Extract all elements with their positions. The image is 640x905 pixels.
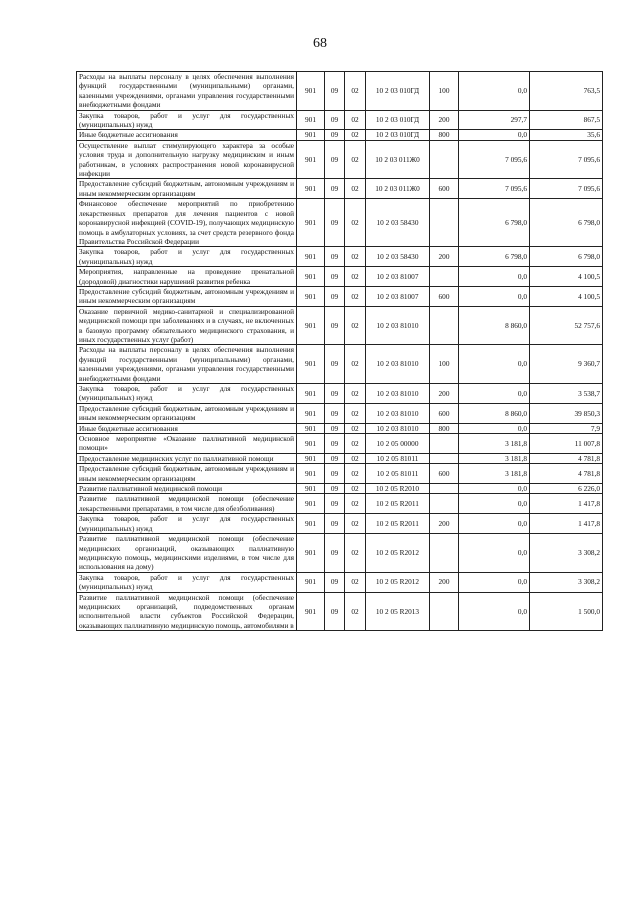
target-article-code: 10 2 05 81011	[366, 464, 430, 484]
ministry-code: 901	[297, 306, 325, 345]
section-code: 09	[325, 247, 345, 267]
table-row	[77, 453, 603, 463]
subsection-code: 02	[345, 140, 366, 179]
expense-type-code: 800	[430, 423, 459, 433]
ministry-code: 901	[297, 534, 325, 573]
subsection-code: 02	[345, 247, 366, 267]
section-code: 09	[325, 592, 345, 631]
target-article-code: 10 2 05 R2012	[366, 572, 430, 592]
target-article-code: 10 2 03 81010	[366, 403, 430, 423]
subsection-code: 02	[345, 384, 366, 404]
section-code: 09	[325, 494, 345, 514]
amount-total: 39 850,3	[530, 403, 603, 423]
amount-total: 763,5	[530, 72, 603, 111]
target-article-code: 10 2 05 R2013	[366, 592, 430, 631]
subsection-code: 02	[345, 592, 366, 631]
budget-table	[76, 71, 603, 631]
section-code: 09	[325, 572, 345, 592]
amount-change: 0,0	[459, 423, 530, 433]
expense-type-code: 100	[430, 72, 459, 111]
amount-total: 1 500,0	[530, 592, 603, 631]
ministry-code: 901	[297, 484, 325, 494]
section-code: 09	[325, 179, 345, 199]
section-code: 09	[325, 423, 345, 433]
target-article-code: 10 2 05 R2010	[366, 484, 430, 494]
table-row	[77, 403, 603, 423]
subsection-code: 02	[345, 572, 366, 592]
ministry-code: 901	[297, 140, 325, 179]
row-name: Основное мероприятие «Оказание паллиативной медицинской помощи»	[77, 434, 297, 454]
row-name: Закупка товаров, работ и услуг для государственных (муниципальных) нужд	[77, 110, 297, 130]
expense-type-code: 200	[430, 514, 459, 534]
amount-change: 0,0	[459, 514, 530, 534]
expense-type-code	[430, 140, 459, 179]
amount-total: 6 798,0	[530, 199, 603, 247]
subsection-code: 02	[345, 494, 366, 514]
section-code: 09	[325, 464, 345, 484]
row-name: Закупка товаров, работ и услуг для государственных (муниципальных) нужд	[77, 572, 297, 592]
expense-type-code: 200	[430, 110, 459, 130]
amount-change: 6 798,0	[459, 199, 530, 247]
expense-type-code	[430, 199, 459, 247]
subsection-code: 02	[345, 434, 366, 454]
section-code: 09	[325, 514, 345, 534]
table-row	[77, 534, 603, 573]
amount-change: 297,7	[459, 110, 530, 130]
subsection-code: 02	[345, 403, 366, 423]
row-name: Предоставление субсидий бюджетным, автономным учреждениям и иным некоммерческим организациям	[77, 464, 297, 484]
expense-type-code	[430, 434, 459, 454]
row-name: Финансовое обеспечение мероприятий по приобретению лекарственных препаратов для лечения пациентов с новой коронавирусной инфекцией (COVID-19), получающих медицинскую помощь в амбулаторных условиях, за счет средств резервного фонда Правительства Российской Федерации	[77, 199, 297, 247]
section-code: 09	[325, 140, 345, 179]
amount-change: 0,0	[459, 592, 530, 631]
ministry-code: 901	[297, 494, 325, 514]
ministry-code: 901	[297, 110, 325, 130]
target-article-code: 10 2 03 81010	[366, 345, 430, 384]
ministry-code: 901	[297, 423, 325, 433]
expense-type-code	[430, 484, 459, 494]
table-row	[77, 494, 603, 514]
expense-type-code: 200	[430, 572, 459, 592]
amount-change: 8 860,0	[459, 306, 530, 345]
section-code: 09	[325, 384, 345, 404]
expense-type-code	[430, 592, 459, 631]
row-name: Иные бюджетные ассигнования	[77, 130, 297, 140]
subsection-code: 02	[345, 453, 366, 463]
subsection-code: 02	[345, 514, 366, 534]
row-name: Оказание первичной медико-санитарной и специализированной медицинской помощи при заболеваниях и в случаях, не включенных в базовую программу обязательного медицинского страхования, и иных государственных услуг (работ)	[77, 306, 297, 345]
expense-type-code	[430, 494, 459, 514]
row-name: Закупка товаров, работ и услуг для государственных (муниципальных) нужд	[77, 384, 297, 404]
row-name: Закупка товаров, работ и услуг для государственных (муниципальных) нужд	[77, 514, 297, 534]
table-row	[77, 572, 603, 592]
row-name: Развитие паллиативной медицинской помощи (обеспечение лекарственными препаратами, в том числе для обезболивания)	[77, 494, 297, 514]
subsection-code: 02	[345, 286, 366, 306]
row-name: Иные бюджетные ассигнования	[77, 423, 297, 433]
amount-change: 0,0	[459, 130, 530, 140]
amount-total: 11 007,8	[530, 434, 603, 454]
subsection-code: 02	[345, 306, 366, 345]
row-name: Предоставление субсидий бюджетным, автономным учреждениям и иным некоммерческим организациям	[77, 179, 297, 199]
ministry-code: 901	[297, 199, 325, 247]
section-code: 09	[325, 306, 345, 345]
row-name: Мероприятия, направленные на проведение пренатальной (дородовой) диагностики нарушений развития ребенка	[77, 267, 297, 287]
subsection-code: 02	[345, 179, 366, 199]
amount-total: 1 417,8	[530, 514, 603, 534]
target-article-code: 10 2 03 010ГД	[366, 72, 430, 111]
expense-type-code	[430, 306, 459, 345]
target-article-code: 10 2 05 R2011	[366, 514, 430, 534]
amount-change: 7 095,6	[459, 140, 530, 179]
subsection-code: 02	[345, 199, 366, 247]
page-number: 68	[313, 36, 327, 51]
ministry-code: 901	[297, 453, 325, 463]
subsection-code: 02	[345, 110, 366, 130]
amount-change: 6 798,0	[459, 247, 530, 267]
amount-change: 0,0	[459, 267, 530, 287]
row-name: Расходы на выплаты персоналу в целях обеспечения выполнения функций государственными (муниципальными) органами, казенными учреждениями, органами управления государственными внебюджетными фондами	[77, 345, 297, 384]
amount-change: 0,0	[459, 534, 530, 573]
target-article-code: 10 2 03 010ГД	[366, 130, 430, 140]
amount-change: 0,0	[459, 72, 530, 111]
budget-table-body	[77, 72, 603, 631]
section-code: 09	[325, 534, 345, 573]
table-row	[77, 464, 603, 484]
table-row	[77, 484, 603, 494]
amount-change: 0,0	[459, 494, 530, 514]
table-row	[77, 384, 603, 404]
ministry-code: 901	[297, 384, 325, 404]
ministry-code: 901	[297, 130, 325, 140]
section-code: 09	[325, 403, 345, 423]
row-name: Предоставление медицинских услуг по паллиативной помощи	[77, 453, 297, 463]
section-code: 09	[325, 267, 345, 287]
expense-type-code: 600	[430, 286, 459, 306]
amount-total: 3 308,2	[530, 534, 603, 573]
row-name: Осуществление выплат стимулирующего характера за особые условия труда и дополнительную нагрузку медицинским и иным работникам, в условиях распространения новой коронавирусной инфекции	[77, 140, 297, 179]
subsection-code: 02	[345, 130, 366, 140]
expense-type-code	[430, 534, 459, 573]
amount-total: 9 360,7	[530, 345, 603, 384]
row-name: Развитие паллиативной медицинской помощи (обеспечение медицинских организаций, оказывающих паллиативную медицинскую помощь, медицинскими изделиями, в том числе для использования на дому)	[77, 534, 297, 573]
target-article-code: 10 2 05 R2011	[366, 494, 430, 514]
target-article-code: 10 2 05 81011	[366, 453, 430, 463]
subsection-code: 02	[345, 72, 366, 111]
amount-total: 4 781,8	[530, 453, 603, 463]
amount-change: 0,0	[459, 345, 530, 384]
ministry-code: 901	[297, 345, 325, 384]
expense-type-code: 600	[430, 179, 459, 199]
amount-change: 3 181,8	[459, 453, 530, 463]
row-name: Развитие паллиативной медицинской помощи (обеспечение медицинских организаций, подведомственных органам исполнительной власти субъектов Российской Федерации, оказывающих паллиативную медицинскую помощь, автомобилями в	[77, 592, 297, 631]
table-row	[77, 423, 603, 433]
table-row	[77, 247, 603, 267]
section-code: 09	[325, 434, 345, 454]
amount-total: 35,6	[530, 130, 603, 140]
amount-change: 0,0	[459, 286, 530, 306]
amount-total: 6 226,0	[530, 484, 603, 494]
amount-total: 7 095,6	[530, 140, 603, 179]
target-article-code: 10 2 03 81007	[366, 267, 430, 287]
row-name: Развитие паллиативной медицинской помощи	[77, 484, 297, 494]
table-row	[77, 434, 603, 454]
expense-type-code: 200	[430, 247, 459, 267]
expense-type-code	[430, 267, 459, 287]
table-row	[77, 306, 603, 345]
row-name: Предоставление субсидий бюджетным, автономным учреждениям и иным некоммерческим организациям	[77, 286, 297, 306]
amount-total: 867,5	[530, 110, 603, 130]
amount-change: 8 860,0	[459, 403, 530, 423]
ministry-code: 901	[297, 72, 325, 111]
amount-total: 4 781,8	[530, 464, 603, 484]
section-code: 09	[325, 453, 345, 463]
row-name: Расходы на выплаты персоналу в целях обеспечения выполнения функций государственными (муниципальными) органами, казенными учреждениями, органами управления государственными внебюджетными фондами	[77, 72, 297, 111]
expense-type-code: 100	[430, 345, 459, 384]
ministry-code: 901	[297, 464, 325, 484]
amount-change: 3 181,8	[459, 464, 530, 484]
table-row	[77, 345, 603, 384]
amount-total: 52 757,6	[530, 306, 603, 345]
amount-change: 0,0	[459, 572, 530, 592]
subsection-code: 02	[345, 484, 366, 494]
amount-total: 4 100,5	[530, 286, 603, 306]
target-article-code: 10 2 05 R2012	[366, 534, 430, 573]
ministry-code: 901	[297, 592, 325, 631]
amount-total: 3 308,2	[530, 572, 603, 592]
amount-change: 7 095,6	[459, 179, 530, 199]
target-article-code: 10 2 03 011Ж0	[366, 140, 430, 179]
amount-total: 7,9	[530, 423, 603, 433]
expense-type-code: 800	[430, 130, 459, 140]
ministry-code: 901	[297, 267, 325, 287]
table-row	[77, 592, 603, 631]
row-name: Предоставление субсидий бюджетным, автономным учреждениям и иным некоммерческим организациям	[77, 403, 297, 423]
section-code: 09	[325, 199, 345, 247]
subsection-code: 02	[345, 267, 366, 287]
ministry-code: 901	[297, 514, 325, 534]
table-row	[77, 72, 603, 111]
amount-total: 6 798,0	[530, 247, 603, 267]
target-article-code: 10 2 03 011Ж0	[366, 179, 430, 199]
amount-total: 1 417,8	[530, 494, 603, 514]
subsection-code: 02	[345, 464, 366, 484]
table-row	[77, 199, 603, 247]
target-article-code: 10 2 03 81010	[366, 423, 430, 433]
amount-total: 7 095,6	[530, 179, 603, 199]
table-row	[77, 179, 603, 199]
section-code: 09	[325, 286, 345, 306]
ministry-code: 901	[297, 286, 325, 306]
table-row	[77, 286, 603, 306]
table-row	[77, 267, 603, 287]
target-article-code: 10 2 05 00000	[366, 434, 430, 454]
expense-type-code: 200	[430, 384, 459, 404]
target-article-code: 10 2 03 58430	[366, 199, 430, 247]
subsection-code: 02	[345, 534, 366, 573]
table-row	[77, 140, 603, 179]
ministry-code: 901	[297, 247, 325, 267]
table-row	[77, 130, 603, 140]
amount-change: 3 181,8	[459, 434, 530, 454]
table-row	[77, 514, 603, 534]
expense-type-code	[430, 453, 459, 463]
table-row	[77, 110, 603, 130]
target-article-code: 10 2 03 58430	[366, 247, 430, 267]
target-article-code: 10 2 03 81007	[366, 286, 430, 306]
amount-total: 3 538,7	[530, 384, 603, 404]
target-article-code: 10 2 03 81010	[366, 306, 430, 345]
amount-change: 0,0	[459, 384, 530, 404]
ministry-code: 901	[297, 572, 325, 592]
target-article-code: 10 2 03 010ГД	[366, 110, 430, 130]
section-code: 09	[325, 110, 345, 130]
amount-total: 4 100,5	[530, 267, 603, 287]
amount-change: 0,0	[459, 484, 530, 494]
section-code: 09	[325, 484, 345, 494]
target-article-code: 10 2 03 81010	[366, 384, 430, 404]
ministry-code: 901	[297, 403, 325, 423]
ministry-code: 901	[297, 434, 325, 454]
expense-type-code: 600	[430, 403, 459, 423]
expense-type-code: 600	[430, 464, 459, 484]
ministry-code: 901	[297, 179, 325, 199]
section-code: 09	[325, 130, 345, 140]
row-name: Закупка товаров, работ и услуг для государственных (муниципальных) нужд	[77, 247, 297, 267]
section-code: 09	[325, 72, 345, 111]
subsection-code: 02	[345, 345, 366, 384]
subsection-code: 02	[345, 423, 366, 433]
section-code: 09	[325, 345, 345, 384]
